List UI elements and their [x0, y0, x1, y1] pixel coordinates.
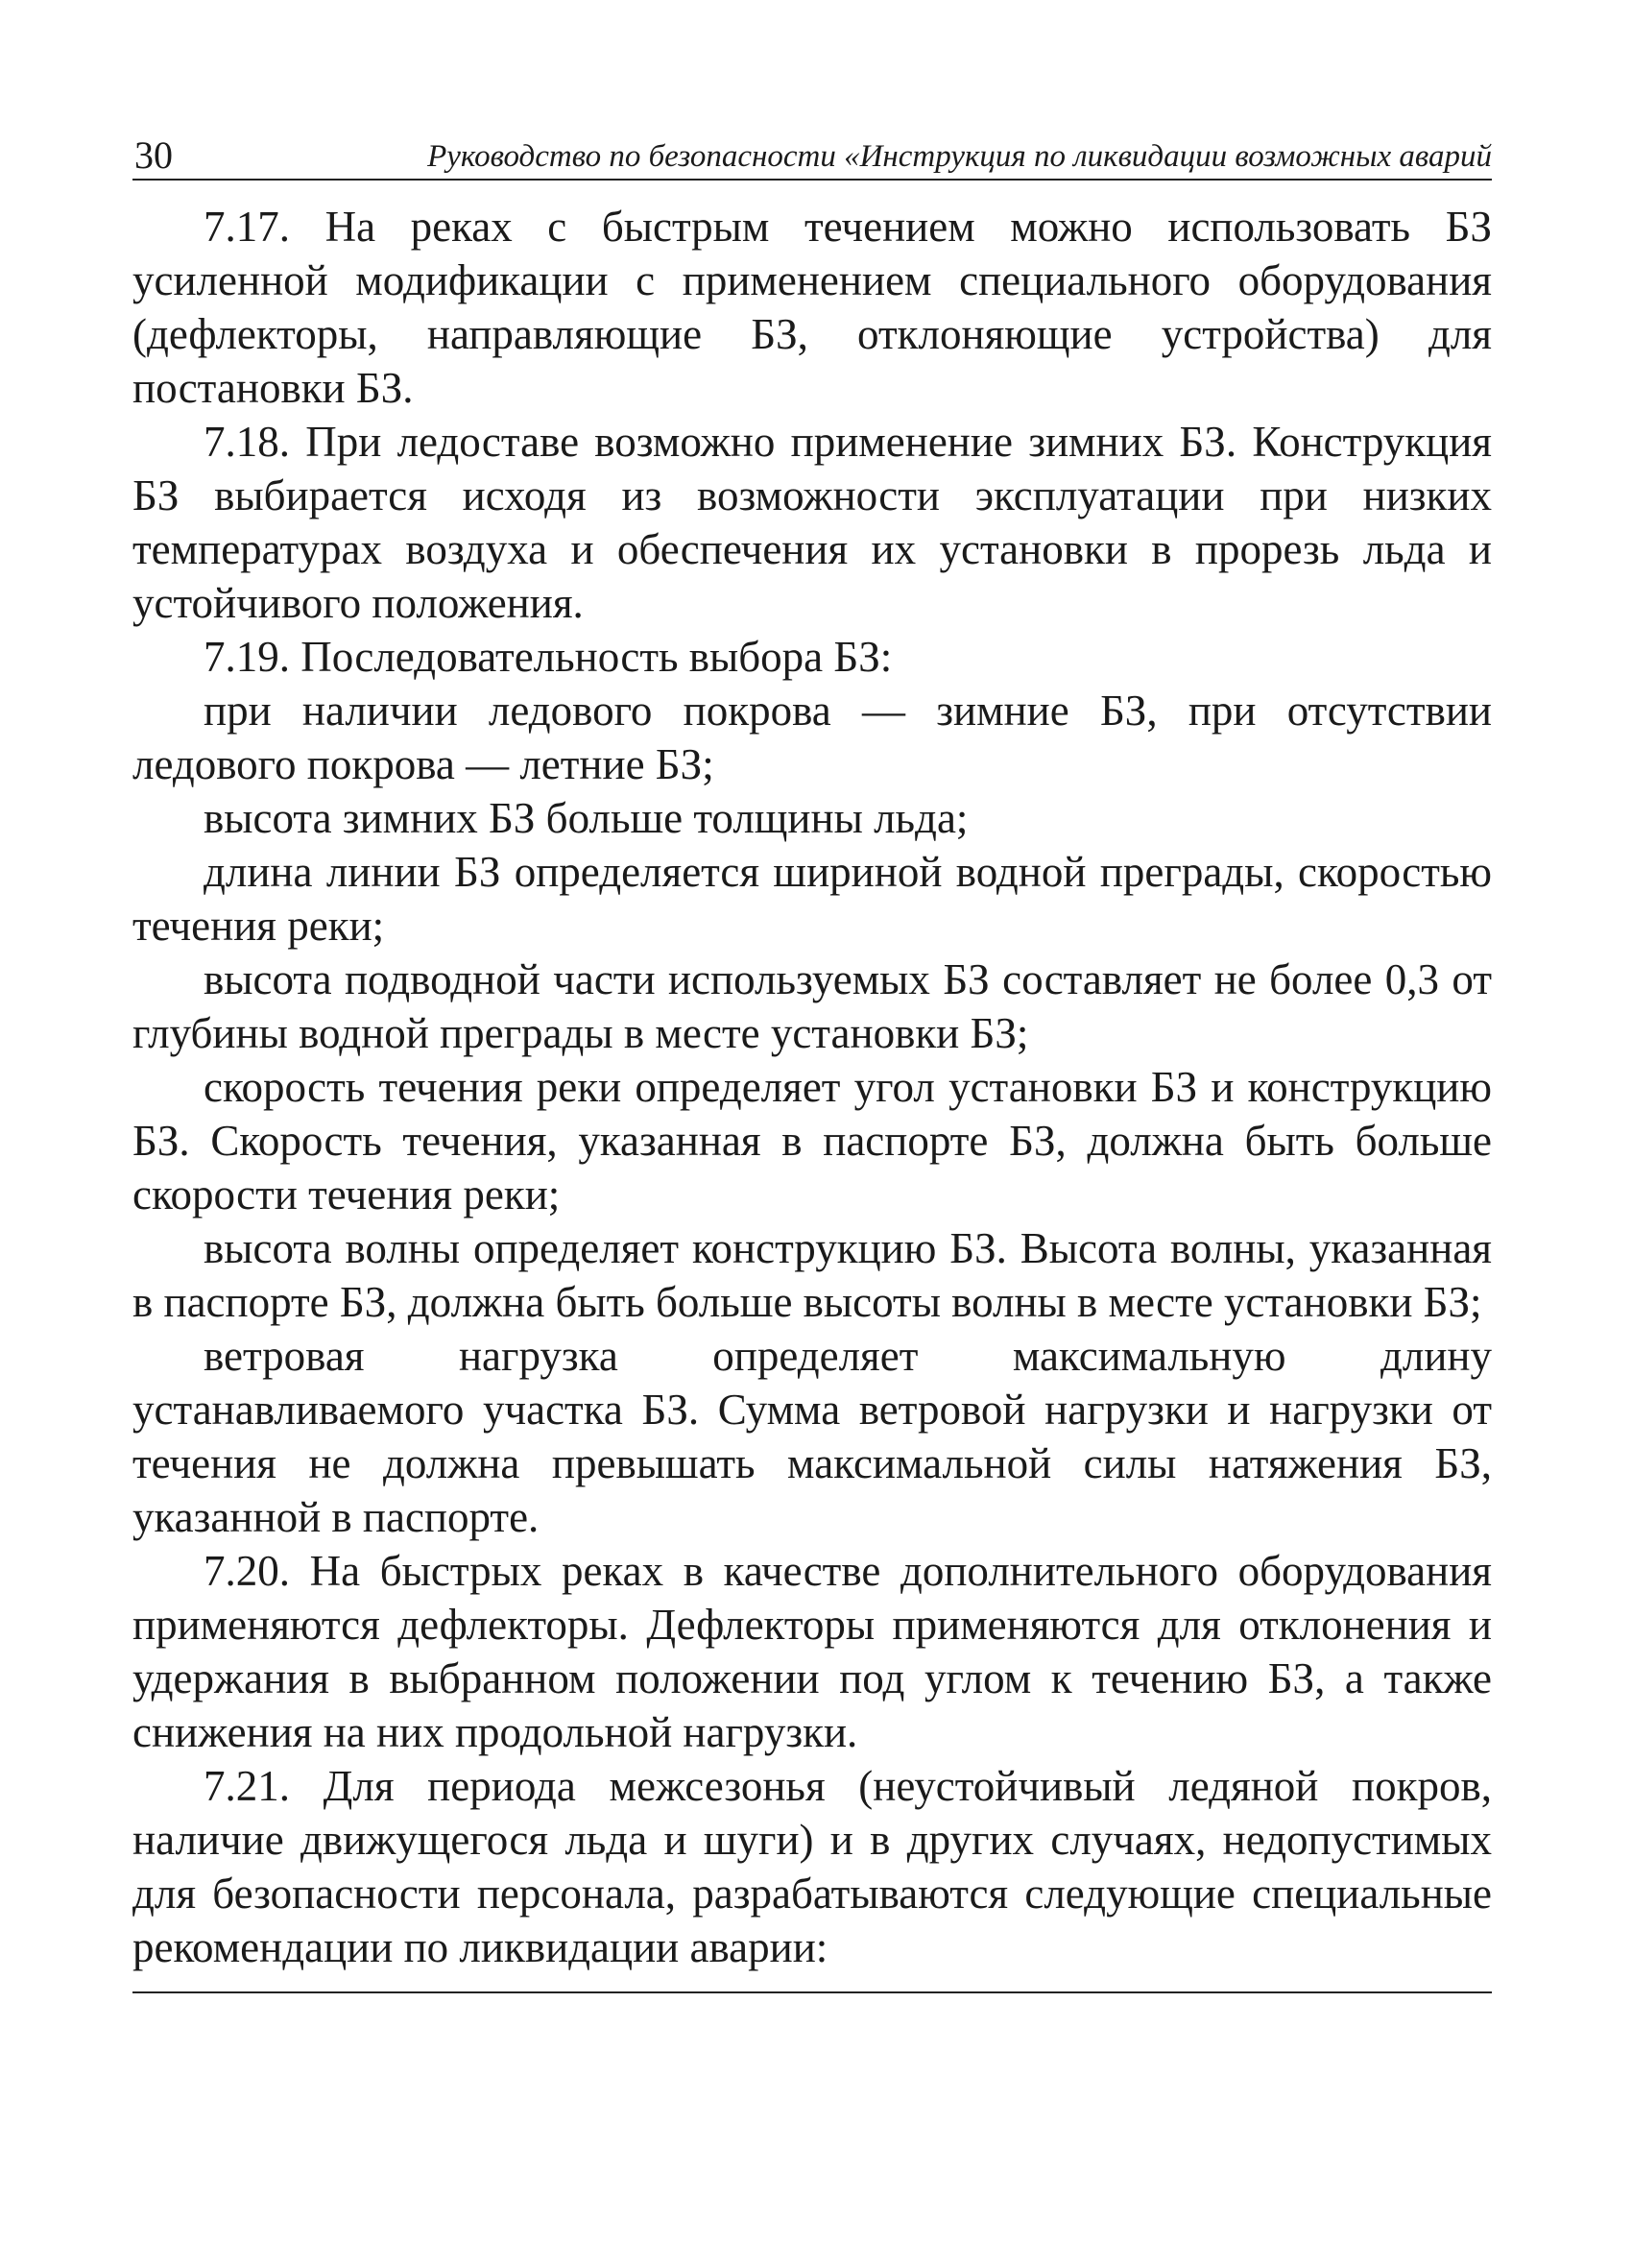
paragraph-7-19: 7.19. Последовательность выбора БЗ: [204, 633, 893, 681]
page-header [132, 123, 1492, 181]
document-page [132, 123, 1492, 1993]
list-item-line-length: длина линии БЗ определяется шириной водной преграды, скоростью течения реки; [132, 848, 1492, 950]
list-item-ice-cover: при наличии ледового покрова — зимние БЗ, при отсутствии ледового покрова — летние БЗ; [132, 687, 1492, 788]
running-title: Руководство по безопасности «Инструкция по ликвидации возможных аварий [427, 139, 1492, 174]
document-body [132, 200, 1492, 1974]
paragraph-7-20: 7.20. На быстрых реках в качестве дополнительного оборудования применяются дефлекторы. Дефлекторы применяются для отклонения и удержания в выбранном положении под углом к течению БЗ, а также снижения на них продольной нагрузки. [132, 1547, 1492, 1756]
list-item-winter-height: высота зимних БЗ больше толщины льда; [204, 794, 969, 842]
list-item-wind-load: ветровая нагрузка определяет максимальную длину устанавливаемого участка БЗ. Сумма ветровой нагрузки и нагрузки от течения не должна превышать максимальной силы натяжения БЗ, указанной в паспорте. [132, 1332, 1492, 1541]
footer-rule [132, 1991, 1492, 1993]
list-item-current-speed: скорость течения реки определяет угол установки БЗ и конструкцию БЗ. Скорость течения, указанная в паспорте БЗ, должна быть больше скорости течения реки; [132, 1063, 1492, 1218]
list-item-wave-height: высота волны определяет конструкцию БЗ. Высота волны, указанная в паспорте БЗ, должна быть больше высоты волны в месте установки БЗ; [132, 1224, 1492, 1326]
paragraph-7-18: 7.18. При ледоставе возможно применение зимних БЗ. Конструкция БЗ выбирается исходя из возможности эксплуатации при низких температурах воздуха и обеспечения их установки в прорезь льда и устойчивого положения. [132, 418, 1492, 627]
paragraph-7-17: 7.17. На реках с быстрым течением можно использовать БЗ усиленной модификации с применением специального оборудования (дефлекторы, направляющие БЗ, отклоняющие устройства) для постановки БЗ. [132, 203, 1492, 412]
paragraph-7-21: 7.21. Для периода межсезонья (неустойчивый ледяной покров, наличие движущегося льда и шуги) и в других случаях, недопустимых для безопасности персонала, разрабатываются следующие специальные рекомендации по ликвидации аварии: [132, 1762, 1492, 1971]
list-item-underwater-height: высота подводной части используемых БЗ составляет не более 0,3 от глубины водной преграды в месте установки БЗ; [132, 955, 1492, 1057]
page-number: 30 [134, 133, 173, 177]
